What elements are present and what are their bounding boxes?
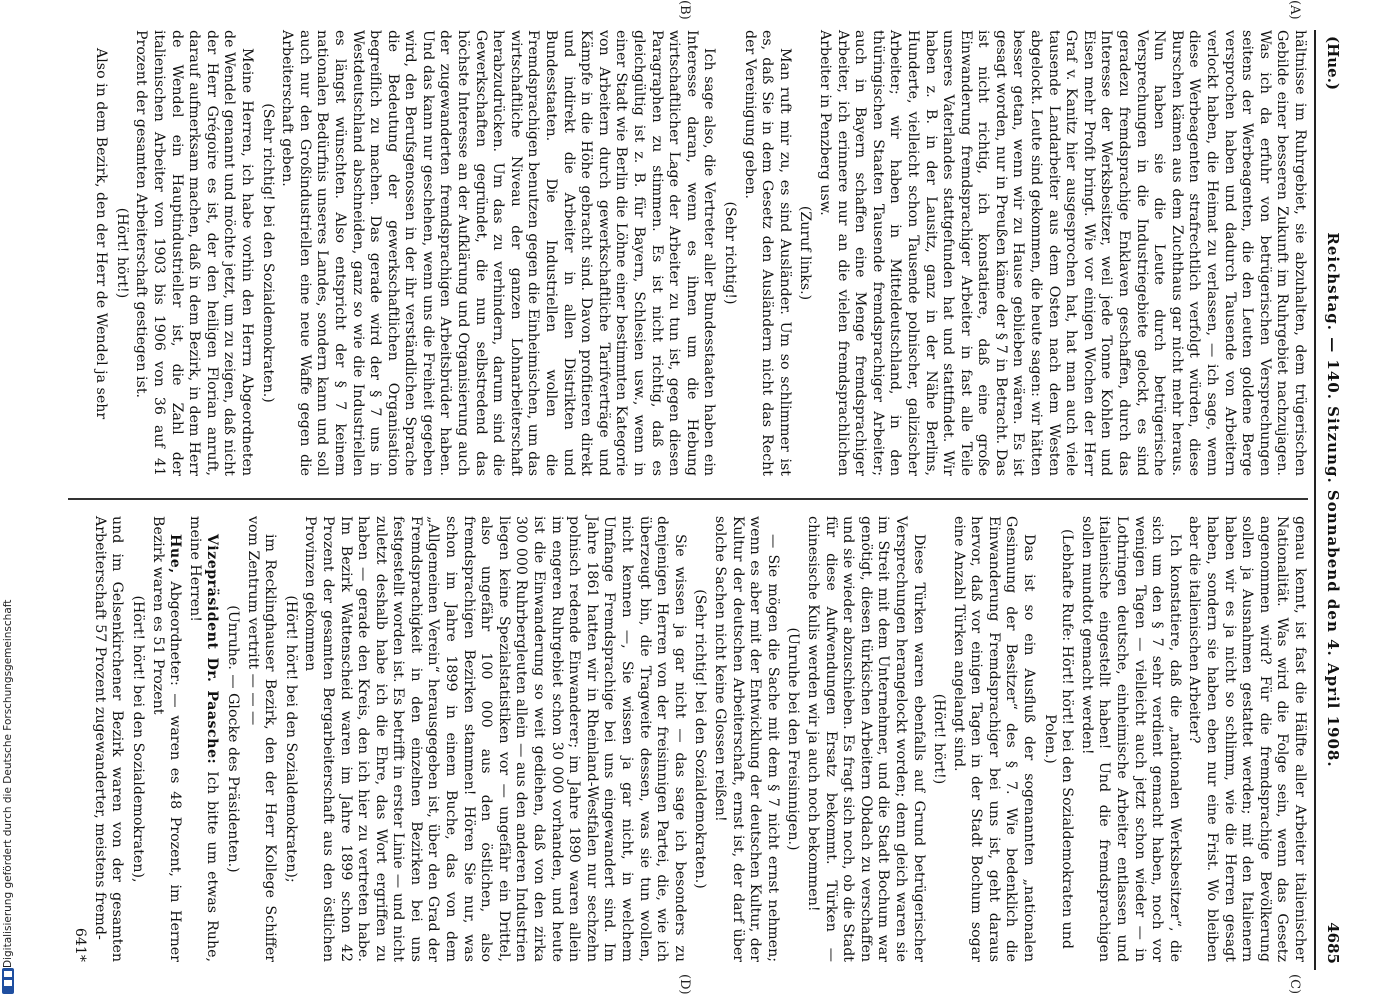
page-header [1316,30,1342,970]
speech-block [185,516,220,962]
paragraph: Sie wissen ja gar nicht — das sage ich besonders zu denjenigen Herren von der freisinnigen Partei, die, wie ich überzeugt bin, die Tragweite dessen, was sie tun wollen, nicht kennen —, Sie wissen ja gar nicht, in welchem Umfange Fremdsprachige bei uns eingewandert sind. Im Jahre 1861 hatten wir in Rheinland-Westfalen nur sechzehn polnisch redende Einwanderer; im Jahre 1890 waren allein im engeren Ruhrgebiet schon 30 000 vorhanden, und heute ist die Einwanderung so weit gediehen, daß von den zirka 300 000 Ruhrbergleuten allein — aus den anderen Industrien liegen keine Spezialstatistiken vor — ungefähr ein Drittel, also ungefähr 100 000 aus den östlichen, also fremdsprachigen Bezirken stammen! Hören Sie nur, was schon im Jahre 1899 in einem Buche, das von dem „Allgemeinen Verein“ herausgegeben ist, über den Grad der Fremdsprachigkeit in den einzelnen Bezirken bei uns festgestellt worden ist. Es betrifft in erster Linie — und nicht zuletzt deshalb habe ich die Ehre, das Wort ergriffen zu haben — gerade den Kreis, den ich hier zu vertreten habe. Im Bezirk Wattenscheid waren im Jahre 1899 schon 42 Prozent der gesamten Bergarbeiterschaft aus den östlichen Provinzen gekommen [302,516,688,962]
paragraph: genau kennt, ist fast die Hälfte aller Arbeiter italienischer Nationalität. Was wird die Folge sein, wenn das Gesetz angenommen wird? Für die fremdsprachige Bevölkerung sollen ja Ausnahmen gestattet werden; mit den Italienern haben wir es ja nicht so schlimm, wie die Herren gesagt haben, sondern sie haben eben nur eine Frist. Wo bleiben aber die italienischen Arbeiter? [1186,516,1308,962]
footer-mark: 641* [72,927,89,962]
paragraph: hältnisse im Ruhrgebiet, sie abzuhalten, dem trügerischen Gebilde einer besseren Zukunft im Ruhrgebiet nachzujagen. Was ich da erfuhr von betrügerischen Versprechungen seitens der Werbeagenten, die den Leuten goldene Berge versprochen haben und dadurch Tausende von Arbeitern verlockt haben, die Heimat zu verlassen, — ich sage, wenn diese Werbeagenten strafrechtlich verfolgt würden, diese Burschen kämen aus dem Zuchthaus gar nicht mehr heraus. Nun haben sie die Leute durch betrügerische Versprechungen in die Industriegebiete gelockt, es sind geradezu fremdsprachige Enklaven geschaffen, durch das Interesse der Werksbesitzer, weil jede Tonne Kohlen und Eisen mehr Profit bringt. Wie vor einigen Wochen der Herr Graf v. Kanitz hier ausgesprochen hat, hat man auch viele tausende Landarbeiter aus dem Osten nach dem Westen abgelockt. Leute sind gekommen, die heute sagen: wir hätten besser getan, wenn wir zu Hause geblieben wären. Es ist gesagt worden, nur in Preußen käme der § 7 in Betracht. Das ist nicht richtig, ich konstatiere, daß eine große Einwanderung fremdsprachiger Arbeiter in fast alle Teile unseres Vaterlandes stattgefunden hat und stattfindet. Wir haben z. B. in der Lausitz, ganz in der Nähe Berlins, Hunderte, vielleicht schon Tausende polnischer, galizischer Arbeiter; wir haben in Mitteldeutschland, in den thüringischen Staaten Tausende fremdsprachiger Arbeiter; auch in Bayern schaffen eine Menge fremdsprachiger Arbeiter, ich erinnere nur an die vielen fremdsprachlichen Arbeiter in Penzberg usw. [816,30,1308,476]
interjection: (Unruhe bei den Freisinnigen.) [785,627,802,851]
right-column [68,516,1308,962]
speech-text: Abgeordneter: — waren es 48 Prozent, im Herner Bezirk waren es 51 Prozent [149,516,184,962]
paragraph: Diese Türken waren ebenfalls auf Grund betrügerischer Versprechungen herangelockt worden; denn gleich waren sie im Streit mit dem Unternehmer, und die Stadt Bochum war genötigt, diesen türkischen Arbeitern Obdach zu verschaffen und sie wieder abzuschieben. Es fragt sich noch, ob die Stadt für diese Aufwendungen Ersatz bekommt. Türken — chinesische Kulis werden wir ja auch noch bekommen! [804,516,927,962]
speech-text: Ich bitte um etwas Ruhe, meine Herren! [186,516,221,962]
paragraph: Meine Herren, ich habe vorhin den Herrn Abgeordneten de Wendel genannt und möchte jetzt, um zu zeigen, daß nicht der Herr Grégoire es ist, der den heiligen Florian anruft, darauf aufmerksam machen, daß in dem Bezirk, in dem Herr de Wendel ein Hauptindustrieller ist, die Zahl der italienischen Arbeiter von 1903 bis 1906 von 36 auf 41 Prozent der gesamten Arbeiterschaft gestiegen ist. [133,30,255,476]
digitization-credit: Digitalisierung gefördert durch die Deutsche Forschungsgemeinschaft [2,599,14,968]
interjection: (Hört! hört!) [931,693,948,785]
paragraph: Ich sage also, die Vertreter aller Bundesstaaten haben ein Interesse daran, wenn es ihnen um die Hebung wirtschaftlicher Lage der Arbeiter zu tun ist, gegen diesen Paragraphen zu stimmen. Es ist nicht richtig, daß es gleichgültig ist z. B. für Bayern, Schlesien usw., wenn in einer Stadt wie Berlin die Löhne einer bestimmten Kategorie von Arbeitern durch gewerkschaftliche Tarifverträge und Kämpfe in die Höhe gebracht sind. Davon profitieren direkt und indirekt die Arbeiter in allen Distrikten und Bundesstaaten. Die Industriellen wollen die Fremdsprachigen benutzen gegen die Einheimischen, um das wirtschaftliche Niveau der ganzen Lohnarbeiterschaft herabzudrücken. Um das zu verhindern, darum sind die Gewerkschaften gegründet, die nun selbstredend das höchste Interesse an der Aufklärung und Organisierung auch der zugewanderten fremdsprachigen Arbeitsbrüder haben. Und das kann nur geschehen, wenn uns die Freiheit gegeben wird, den Berufsgenossen in der ihr verständlichen Sprache die Bedeutung der gewerkschaftlichen Organisation begreiflich zu machen. Das gerade wird der § 7 uns in Westdeutschland abschneiden, ganz so wie die Industriellen es längst wünschten. Also entspricht der § 7 keinem nationalen Bedürfnis unseres Landes, sondern kann und soll auch nur den Großindustriellen eine neue Waffe gegen die Arbeiterschaft geben. [279,30,718,476]
interjection: (Hört! hört! bei den Sozialdemokraten); [282,595,299,883]
column-divider [68,498,1308,500]
paragraph: und im Gelsenkirchener Bezirk waren von der gesamten Arbeiterschaft 57 Prozent zugewanderter, meistens fremd- [91,516,126,962]
scanned-page [52,0,1342,995]
interjection: (Sehr richtig! bei den Sozialdemokraten.) [259,103,276,403]
margin-mark-b: (B) [677,0,692,20]
speech-block [148,516,183,962]
paragraph: — Sie mögen die Sache mit dem § 7 nicht ernst nehmen; wenn es aber mit der Entwicklung der deutschen Kultur, der Kultur der deutschen Arbeiterschaft, ernst ist, der darf über solche Sachen nicht keine Glossen reißen! [712,516,781,962]
paragraph: Also in dem Bezirk, den der Herr de Wendel ja sehr [93,48,110,420]
margin-mark-d: (D) [677,974,692,995]
paragraph: Man ruft mir zu, es sind Ausländer. Um so schlimmer ist es, daß Sie in dem Gesetz den Ausländern nicht das Recht der Vereinigung geben. [741,30,793,476]
left-column [68,30,1308,476]
interjection: (Unruhe. — Glocke des Präsidenten.) [224,605,241,873]
interjection: (Sehr richtig!) [722,201,738,305]
interjection: (Lebhafte Rufe: Hört! hört! bei den Sozialdemokraten und Polen.) [1041,529,1076,949]
interjection: (Hört! hört! bei den Sozialdemokraten), [130,595,146,883]
paragraph: Das ist so ein Ausfluß der sogenannten „nationalen Gesinnung der Besitzer“ des § 7. Wie bedenklich die Einwanderung Fremdsprachiger bei uns ist, geht daraus hervor, daß vor einigen Tagen in der Stadt Bochum sogar eine Anzahl Türken angelangt sind. [950,516,1038,962]
dfg-logo [2,968,14,994]
paragraph: Ich konstatiere, daß die „nationalen Werksbesitzer“, die sich um den § 7 sehr verdient gemacht haben, noch vor wenigen Tagen — vielleicht auch jetzt schon wieder — in Lothringen deutsche, einheimische Arbeiter entlassen und italienische eingestellt haben! Und die fremdsprachigen sollen mundtot gemacht werden! [1078,516,1183,962]
digitization-sidebar [0,0,16,1000]
margin-mark-c: (C) [1287,974,1302,995]
header-title: Reichstag. — 140. Sitzung. Sonnabend den 4. April 1908. [1324,232,1342,768]
interjection: (Hört! hört!) [113,207,130,299]
margin-mark-a: (A) [1287,0,1302,20]
paragraph: im Recklinghauser Bezirk, den der Herr Kollege Schiffer vom Zentrum vertritt — — — [244,516,279,962]
header-rule [1314,30,1316,970]
interjection: (Zuruf links.) [797,205,814,301]
header-page-number: 4685 [1324,922,1342,964]
speaker-name: Vizepräsident Dr. Paasche: [204,534,221,765]
interjection: (Sehr richtig! bei den Sozialdemokraten.) [692,589,709,889]
speaker-name: Hue, [167,534,184,574]
header-speaker: (Hue.) [1324,36,1342,91]
